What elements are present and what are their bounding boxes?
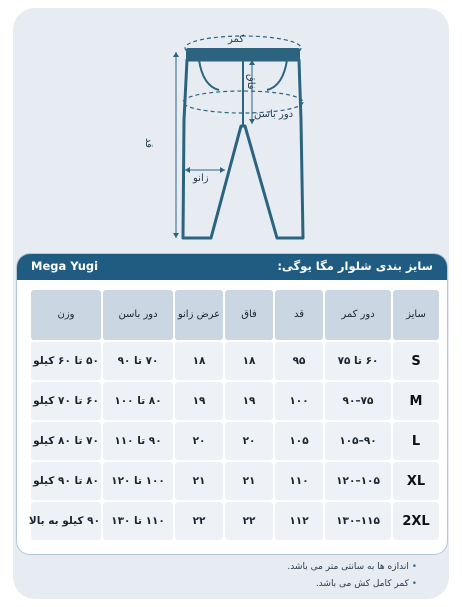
rise-label: فاق [245,74,256,90]
cell-rise: ۲۱ [225,462,273,500]
cell-weight: ۸۰ تا ۹۰ کیلو [31,462,101,500]
cell-knee: ۲۰ [175,422,223,460]
left-pocket-line [199,60,219,90]
note-item: • اندازه ها به سانتی متر می باشد. [287,562,417,572]
cell-waist: ۶۰ تا ۷۵ [325,342,391,380]
size-table [29,288,441,542]
cell-hip: ۱۱۰ تا ۱۳۰ [103,502,173,540]
cell-size: L [393,422,439,460]
cell-hip: ۸۰ تا ۱۰۰ [103,382,173,420]
table-row [31,462,439,500]
cell-hip: ۷۰ تا ۹۰ [103,342,173,380]
bullet-icon: • [408,562,417,572]
cell-rise: ۱۸ [225,342,273,380]
cell-size: 2XL [393,502,439,540]
pants-diagram [13,8,449,253]
cell-weight: ۹۰ کیلو به بالا [31,502,101,540]
size-table-panel [16,253,448,555]
note-item: • کمر کامل کش می باشد. [315,579,417,589]
cell-knee: ۱۸ [175,342,223,380]
cell-length: ۹۵ [275,342,323,380]
col-header-knee: عرض زانو [175,290,223,340]
col-header-size: سایز [393,290,439,340]
size-guide-card [13,8,449,599]
cell-rise: ۱۹ [225,382,273,420]
cell-knee: ۲۱ [175,462,223,500]
cell-rise: ۲۲ [225,502,273,540]
length-label: قد [143,138,154,149]
cell-waist: ۱۱۵–۱۳۰ [325,502,391,540]
bullet-icon: • [408,579,417,589]
cell-weight: ۵۰ تا ۶۰ کیلو [31,342,101,380]
col-header-waist: دور کمر [325,290,391,340]
cell-length: ۱۰۰ [275,382,323,420]
notes-list [287,559,417,593]
cell-weight: ۷۰ تا ۸۰ کیلو [31,422,101,460]
col-header-weight: وزن [31,290,101,340]
brand-name: Mega Yugi [31,259,99,273]
cell-rise: ۲۰ [225,422,273,460]
hip-label: دور باسن [254,109,294,120]
table-row [31,342,439,380]
table-row [31,502,439,540]
cell-size: S [393,342,439,380]
cell-hip: ۹۰ تا ۱۱۰ [103,422,173,460]
cell-weight: ۶۰ تا ۷۰ کیلو [31,382,101,420]
right-pocket-line [267,60,287,90]
cell-knee: ۱۹ [175,382,223,420]
col-header-rise: فاق [225,290,273,340]
table-row [31,382,439,420]
knee-label: زانو [193,173,209,184]
cell-length: ۱۰۵ [275,422,323,460]
cell-waist: ۹۰–۱۰۵ [325,422,391,460]
cell-size: XL [393,462,439,500]
cell-length: ۱۱۲ [275,502,323,540]
cell-waist: ۱۰۵–۱۲۰ [325,462,391,500]
cell-length: ۱۱۰ [275,462,323,500]
cell-knee: ۲۲ [175,502,223,540]
col-header-length: قد [275,290,323,340]
panel-header [17,254,447,280]
waist-label: کمر [228,34,245,45]
cell-hip: ۱۰۰ تا ۱۲۰ [103,462,173,500]
table-row [31,422,439,460]
panel-title: سایز بندی شلوار مگا یوگی: [277,259,433,273]
cell-size: M [393,382,439,420]
cell-waist: ۷۵–۹۰ [325,382,391,420]
waistband [186,48,300,60]
col-header-hip: دور باسن [103,290,173,340]
table-header-row [31,290,439,340]
